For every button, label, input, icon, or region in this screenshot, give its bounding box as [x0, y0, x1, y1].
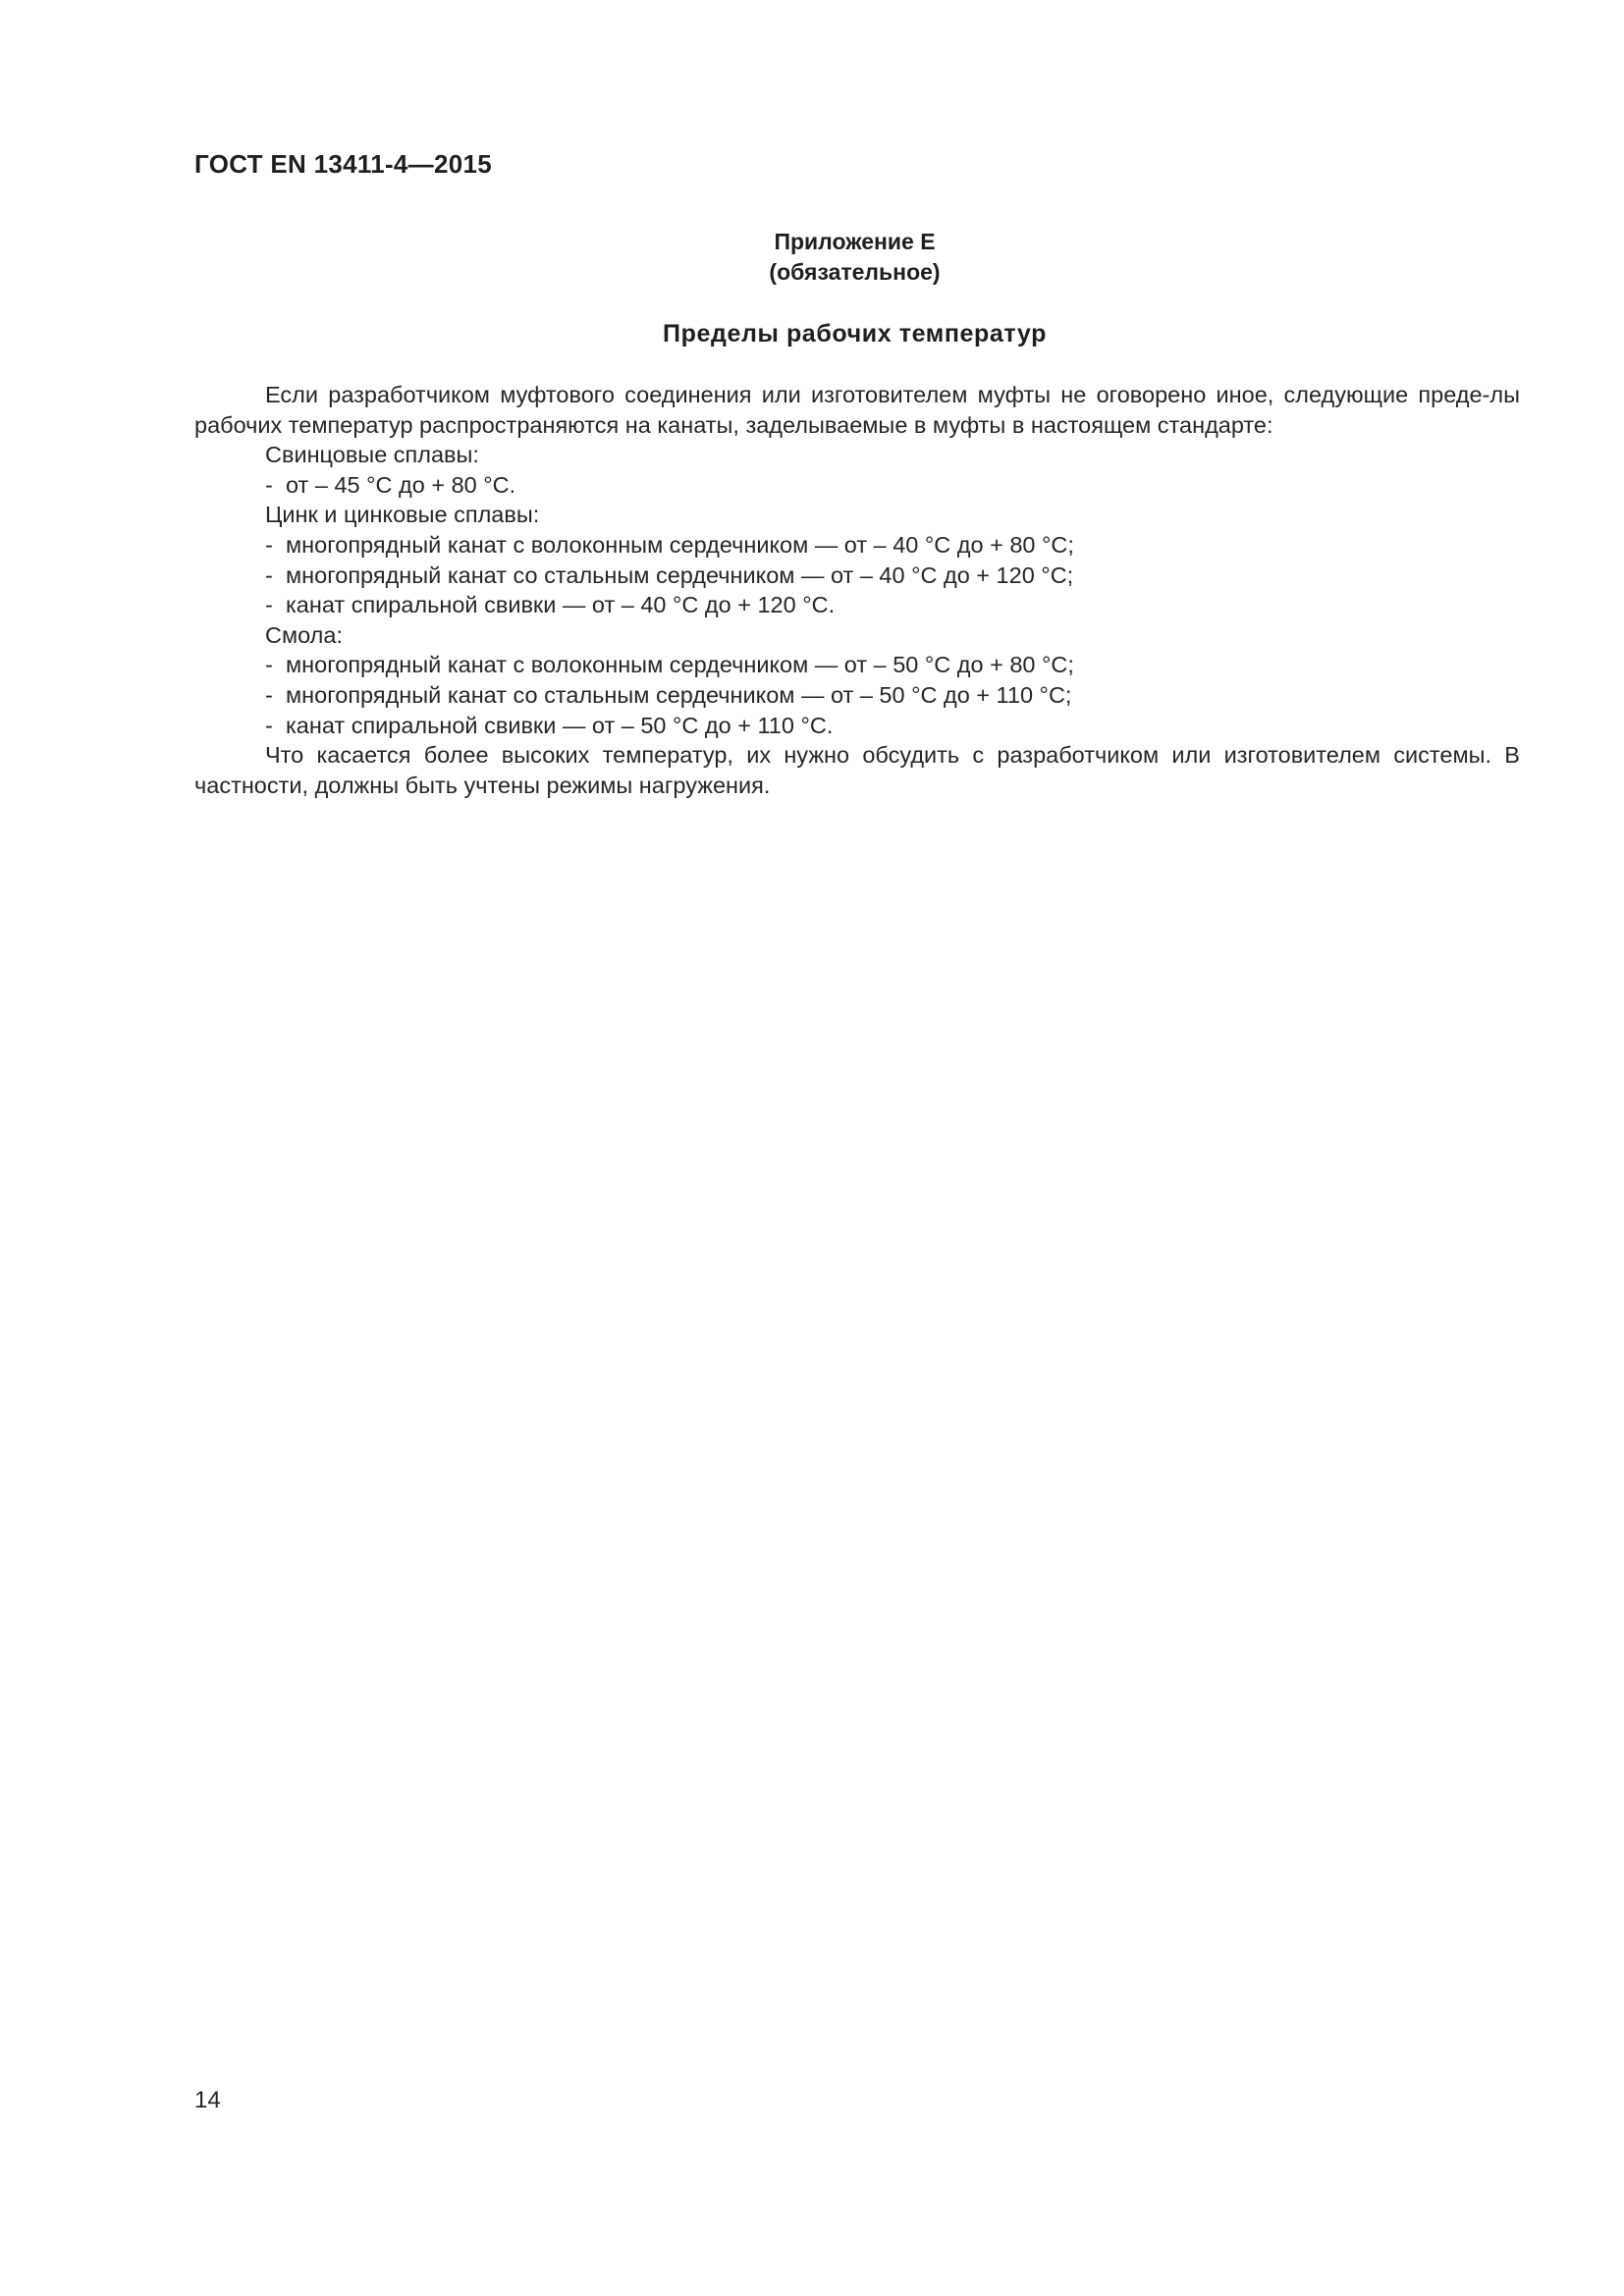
list-marker: -: [265, 561, 273, 588]
annex-type: (обязательное): [769, 259, 941, 285]
list-item: [194, 711, 1520, 741]
list-marker: -: [265, 681, 273, 708]
list-marker: -: [265, 531, 273, 558]
list-marker: -: [265, 471, 273, 498]
list-item-text: многопрядный канат со стальным сердечником — от – 50 °С до + 110 °С;: [286, 681, 1072, 708]
list-item: [194, 650, 1520, 680]
list-marker: -: [265, 592, 273, 618]
section-heading: Пределы рабочих температур: [663, 320, 1047, 347]
list-item: [194, 590, 1520, 620]
list-marker: -: [265, 652, 273, 678]
list-item-text: многопрядный канат со стальным сердечником — от – 40 °С до + 120 °С;: [286, 561, 1074, 588]
list-item-text: канат спиральной свивки — от – 40 °С до + 120 °С.: [286, 592, 836, 618]
annex-title: Приложение Е: [774, 229, 936, 254]
list-item: [194, 530, 1520, 561]
group-label-zinc-alloys: Цинк и цинковые сплавы:: [265, 502, 540, 528]
list-item-text: многопрядный канат с волоконным сердечником — от – 40 °С до + 80 °С;: [286, 531, 1074, 558]
list-item-text: многопрядный канат с волоконным сердечником — от – 50 °С до + 80 °С;: [286, 652, 1074, 678]
list-item-text: от – 45 °С до + 80 °С.: [286, 471, 516, 498]
intro-paragraph: Если разработчиком муфтового соединения или изготовителем муфты не оговорено иное, следующие преде-лы рабочих температур распространяются на канаты, заделываемые в муфты в настоящем стандарте:: [194, 382, 1520, 438]
group-label-lead-alloys: Свинцовые сплавы:: [265, 442, 479, 468]
list-item: [194, 470, 1520, 501]
list-item-text: канат спиральной свивки — от – 50 °С до + 110 °С.: [286, 712, 834, 738]
page-number: 14: [194, 2087, 221, 2113]
list-item: [194, 561, 1520, 591]
document-code: ГОСТ EN 13411-4—2015: [194, 149, 493, 179]
list-marker: -: [265, 712, 273, 738]
conclusion-paragraph: Что касается более высоких температур, их нужно обсудить с разработчиком или изготовителем системы. В частности, должны быть учтены режимы нагружения.: [194, 742, 1520, 798]
group-label-resin: Смола:: [265, 621, 343, 648]
body-text: [194, 380, 1520, 800]
list-item: [194, 680, 1520, 711]
